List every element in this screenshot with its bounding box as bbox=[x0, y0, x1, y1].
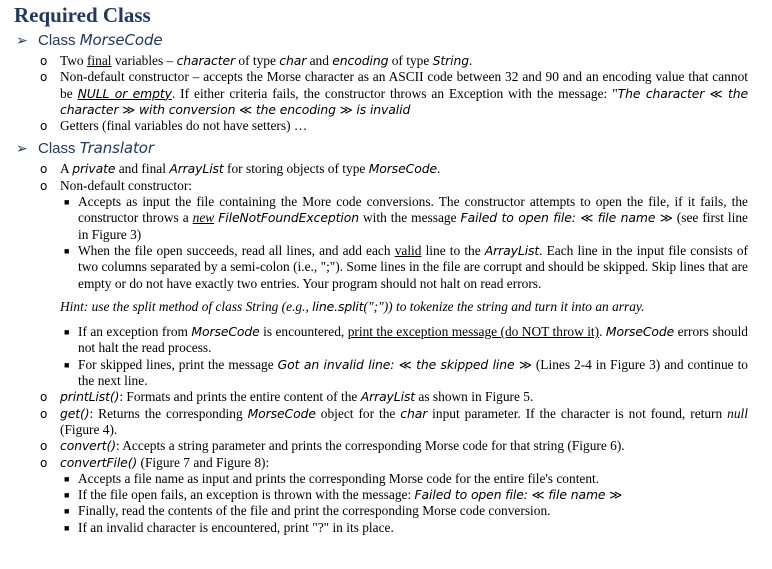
text: and final bbox=[115, 161, 170, 177]
sub-list-item bbox=[60, 503, 748, 519]
text: line to the bbox=[421, 242, 485, 258]
code-text: MorseCode bbox=[368, 161, 437, 177]
sub-list-item bbox=[60, 194, 748, 243]
circle-bullet-icon: o bbox=[40, 70, 48, 85]
square-bullet-icon: ■ bbox=[64, 327, 70, 338]
hint-text bbox=[60, 299, 748, 315]
translator-list bbox=[14, 161, 748, 536]
code-text: get() bbox=[60, 405, 90, 421]
text: (Figure 7 and Figure 8): bbox=[137, 454, 270, 470]
list-item bbox=[14, 178, 748, 390]
code-text: MorseCode bbox=[247, 405, 316, 421]
list-item bbox=[14, 161, 748, 177]
text: Finally, read the contents of the file and print the corresponding Morse code conversion. bbox=[78, 503, 551, 519]
text: : Accepts a string parameter and prints the corresponding Morse code for that string (Figure 6). bbox=[115, 438, 625, 454]
text: If an exception from bbox=[78, 324, 192, 340]
circle-bullet-icon: o bbox=[40, 406, 48, 421]
text: For skipped lines, print the message bbox=[78, 356, 278, 372]
constructor-sublist-continued bbox=[60, 324, 748, 389]
underlined-text: print the exception message (do NOT throw it) bbox=[347, 324, 600, 340]
square-bullet-icon: ■ bbox=[64, 490, 70, 501]
square-bullet-icon: ■ bbox=[64, 359, 70, 370]
class-heading-prefix: Class bbox=[38, 32, 80, 49]
text: Two bbox=[60, 53, 87, 68]
square-bullet-icon: ■ bbox=[64, 506, 70, 517]
code-text: private bbox=[72, 161, 116, 177]
class-heading-morsecode bbox=[14, 31, 748, 50]
code-text: ArrayList bbox=[169, 161, 224, 177]
code-text: encoding bbox=[332, 53, 389, 68]
underlined-text: valid bbox=[394, 242, 422, 258]
text: . bbox=[599, 324, 606, 340]
code-text: The character ≪ the character ≫ with conversion ≪ the encoding ≫ is invalid bbox=[60, 85, 748, 117]
morsecode-list bbox=[14, 53, 748, 134]
code-text: MorseCode bbox=[191, 324, 260, 340]
list-item bbox=[14, 455, 748, 536]
square-bullet-icon: ■ bbox=[64, 245, 70, 256]
class-name: MorseCode bbox=[79, 31, 163, 49]
sub-list-item bbox=[60, 471, 748, 487]
list-item bbox=[14, 69, 748, 118]
square-bullet-icon: ■ bbox=[64, 473, 70, 484]
circle-bullet-icon: o bbox=[40, 119, 48, 134]
code-text: Failed to open file: ≪ file name ≫ bbox=[460, 210, 673, 226]
text: Getters (final variables do not have setters) … bbox=[60, 118, 308, 134]
text: (see first line in Figure 3) bbox=[78, 210, 749, 242]
list-item bbox=[14, 118, 748, 134]
code-text: line.split bbox=[312, 298, 364, 314]
sub-list-item bbox=[60, 324, 748, 357]
arrow-bullet-icon: ➢ bbox=[16, 32, 28, 48]
list-item bbox=[14, 389, 748, 405]
text: (";")) to tokenize the string and turn it into an array. bbox=[363, 298, 645, 314]
text: and bbox=[306, 53, 333, 68]
circle-bullet-icon: o bbox=[40, 54, 48, 68]
constructor-sublist bbox=[60, 194, 748, 292]
code-text: ArrayList bbox=[360, 389, 416, 405]
code-text: null bbox=[727, 405, 748, 421]
text: Non-default constructor: bbox=[60, 177, 193, 193]
list-item bbox=[14, 406, 748, 439]
text: If an invalid character is encountered, print "?" in its place. bbox=[78, 519, 394, 535]
code-text: FileNotFoundException bbox=[218, 210, 359, 226]
text: as shown in Figure 5. bbox=[415, 389, 534, 405]
text: : Returns the corresponding bbox=[89, 405, 248, 421]
code-text: Failed to open file: ≪ file name ≫ bbox=[414, 487, 623, 503]
text: Accepts as input the file containing the More code conversions. The constructor attempts to open the file, if it fails, the constructor throws a bbox=[78, 194, 748, 226]
text: . bbox=[469, 53, 473, 68]
list-item bbox=[14, 438, 748, 454]
text: of type bbox=[235, 53, 280, 68]
underlined-text: new bbox=[192, 210, 215, 226]
arrow-bullet-icon: ➢ bbox=[16, 140, 28, 157]
circle-bullet-icon: o bbox=[40, 178, 48, 193]
sub-list-item bbox=[60, 487, 748, 503]
text: (Figure 4). bbox=[60, 421, 118, 437]
text: variables – bbox=[111, 53, 177, 68]
text: If the file open fails, an exception is thrown with the message: bbox=[78, 487, 415, 503]
convertfile-sublist bbox=[60, 471, 748, 536]
text: Hint: use the split method of class String (e.g., bbox=[60, 298, 313, 314]
code-text: printList() bbox=[60, 389, 120, 405]
code-text: ArrayList bbox=[484, 242, 540, 258]
text: Accepts a file name as input and prints the corresponding Morse code for the entire file's content. bbox=[78, 470, 600, 486]
list-item bbox=[14, 53, 748, 69]
code-text: convertFile() bbox=[60, 454, 138, 470]
text: . If either criteria fails, the constructor throws an Exception with the message: " bbox=[171, 85, 618, 101]
sub-list-item bbox=[60, 243, 748, 292]
circle-bullet-icon: o bbox=[40, 439, 48, 454]
sub-list-item bbox=[60, 357, 748, 390]
text: . Each line in the input file consists of two columns separated by a semi-colon (i.e., ";"). Some lines in the file are corrupt and should be skipped. Skip lines that are empty or do not have exactly two entries. Your program should not halt on read errors. bbox=[78, 242, 748, 291]
text: Non-default constructor – accepts the Morse character as an ASCII code between 32 and 90 and an encoding value that cannot be bbox=[60, 69, 748, 101]
code-text: char bbox=[279, 53, 307, 68]
circle-bullet-icon: o bbox=[40, 390, 48, 405]
text: . bbox=[436, 161, 441, 177]
text: with the message bbox=[358, 210, 461, 226]
code-text: convert() bbox=[60, 438, 116, 454]
text: : Formats and prints the entire content of the bbox=[119, 389, 361, 405]
circle-bullet-icon: o bbox=[40, 455, 48, 470]
page-title: Required Class bbox=[14, 3, 151, 27]
underlined-code-text: NULL or empty bbox=[77, 85, 172, 101]
text: A bbox=[60, 161, 73, 177]
code-text: MorseCode bbox=[605, 324, 675, 340]
text: errors should not halt the read process. bbox=[78, 324, 748, 356]
text: When the file open succeeds, read all lines, and add each bbox=[78, 242, 395, 258]
text: object for the bbox=[315, 405, 401, 421]
sub-list-item bbox=[60, 520, 748, 536]
square-bullet-icon: ■ bbox=[64, 197, 70, 208]
square-bullet-icon: ■ bbox=[64, 522, 70, 533]
class-heading-translator bbox=[14, 139, 748, 158]
text: for storing objects of type bbox=[223, 161, 369, 177]
underlined-text: final bbox=[86, 53, 112, 68]
code-text: Got an invalid line: ≪ the skipped line ≫ bbox=[277, 356, 532, 372]
text: input parameter. If the character is not found, return bbox=[427, 405, 728, 421]
code-text: String bbox=[432, 53, 470, 68]
code-text: char bbox=[400, 405, 428, 421]
circle-bullet-icon: o bbox=[40, 162, 48, 177]
class-name: Translator bbox=[79, 139, 154, 158]
text: of type bbox=[388, 53, 433, 68]
class-heading-prefix: Class bbox=[38, 140, 80, 158]
text: (Lines 2-4 in Figure 3) and continue to the next line. bbox=[78, 356, 748, 389]
text: is encountered, bbox=[259, 324, 348, 340]
code-text: character bbox=[176, 53, 236, 68]
